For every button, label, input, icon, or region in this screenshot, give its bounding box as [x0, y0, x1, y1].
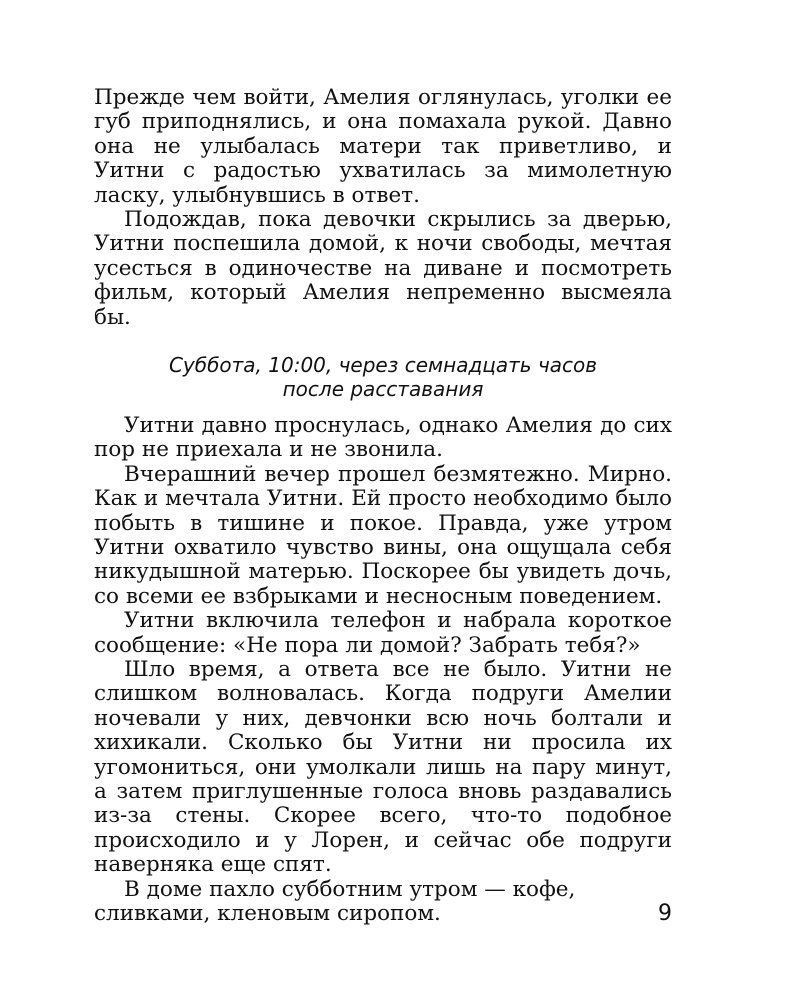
page-number: 9	[658, 901, 672, 926]
last-paragraph-line-2: сливками, кленовым сиропом.	[94, 901, 441, 926]
section-heading-line-2: после расставания	[282, 377, 484, 402]
paragraph-3: Уитни давно проснулась, однако Амелия до сих пор не приехала и не звонила.	[94, 412, 672, 463]
paragraph-6: Шло время, а ответа все не было. Уитни не слишком волновалась. Когда подруги Амелии ночевали у них, девчонки всю ночь болтали и хихикали. Сколько бы Уитни ни просила их угомониться, они умолкали лишь на пару минут, а затем приглушенные голоса вновь раздавались из-за стены. Скорее всего, что-то подобное происходило и у Лорен, и сейчас обе подруги наверняка еще спят.	[94, 656, 672, 878]
section-heading-line-1: Суббота, 10:00, через семнадцать часов	[168, 353, 598, 378]
paragraph-4: Вчерашний вечер прошел безмятежно. Мирно. Как и мечтала Уитни. Ей просто необходимо было побыть в тишине и покое. Правда, уже утром Уитни охватило чувство вины, она ощущала себя никудышной матерью. Поскорее бы увидеть дочь, со всеми ее взбрыками и несносным поведением.	[94, 461, 672, 609]
section-heading	[94, 353, 672, 402]
last-paragraph-line-1: В доме пахло субботним утром — кофе,	[124, 876, 576, 902]
paragraph-1: Прежде чем войти, Амелия оглянулась, уголки ее губ приподнялись, и она помахала рукой. Давно она не улыбалась матери так приветливо, и Уитни с радостью ухватилась за мимолетную ласку, улыбнувшись в ответ.	[94, 85, 672, 208]
book-page	[94, 86, 672, 926]
paragraph-2: Подождав, пока девочки скрылись за дверью, Уитни поспешила домой, к ночи свободы, мечтая усесться в одиночестве на диване и посмотреть фильм, который Амелия непременно высмеяла бы.	[94, 207, 672, 330]
last-paragraph	[94, 878, 672, 927]
paragraph-5: Уитни включила телефон и набрала короткое сообщение: «Не пора ли домой? Забрать тебя?»	[94, 608, 672, 658]
